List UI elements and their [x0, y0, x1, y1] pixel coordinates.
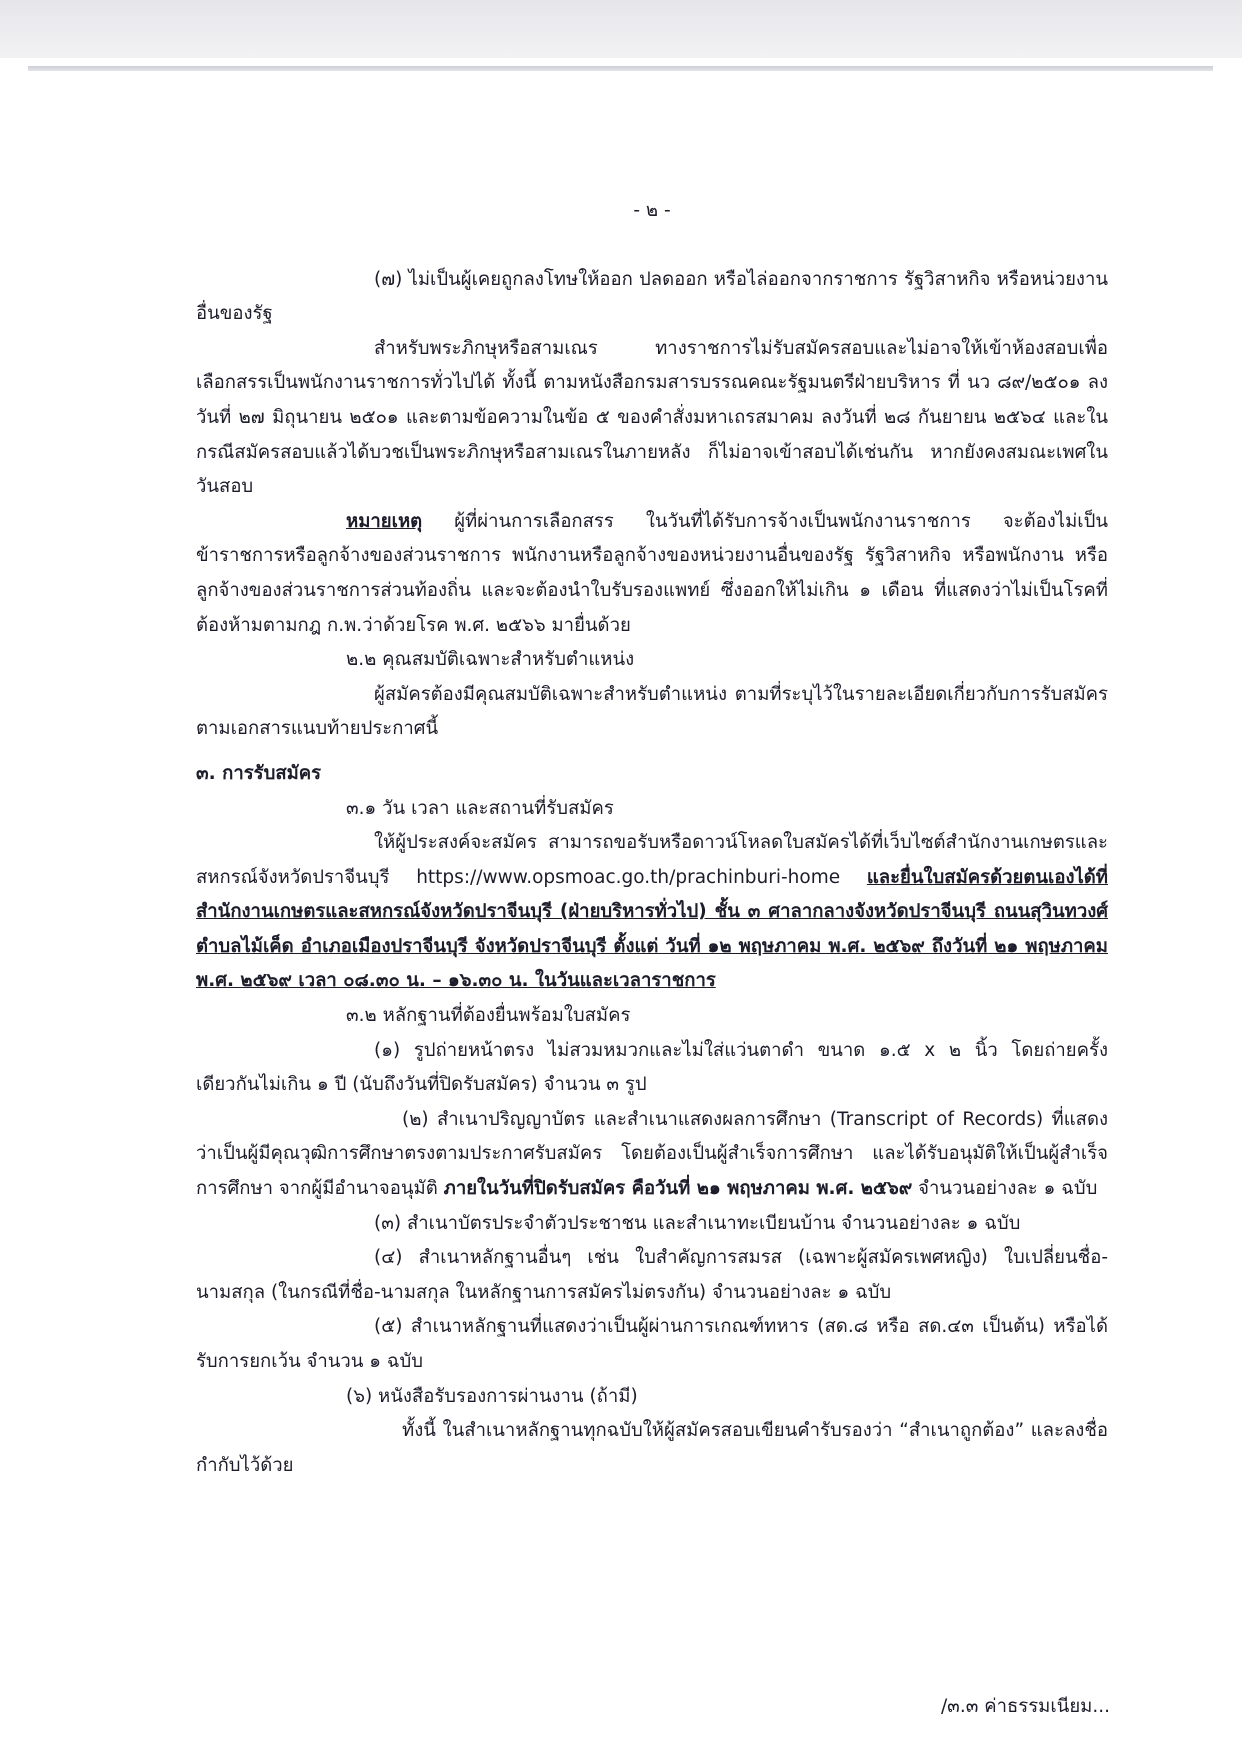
document-item-2-text: (๒) สำเนาปริญญาบัตร และสำเนาแสดงผลการศึกษา (Transcript of Records) ที่แสดงว่าเป็นผู้มีคุณวุฒิการศึกษาตรงตามประกาศรับสมัคร โดยต้องเป็นผู้สำเร็จการศึกษา และได้รับอนุมัติให้เป็นผู้สำเร็จการศึกษา จากผู้มีอำนาจอนุมัติ	[196, 1108, 1108, 1200]
note-label: หมายเหตุ	[346, 510, 423, 532]
document-item-4: (๔) สำเนาหลักฐานอื่นๆ เช่น ใบสำคัญการสมรส (เฉพาะผู้สมัครเพศหญิง) ใบเปลี่ยนชื่อ-นามสกุล (ในกรณีที่ชื่อ-นามสกุล ในหลักฐานการสมัครไม่ตรงกัน) จำนวนอย่างละ ๑ ฉบับ	[196, 1247, 1108, 1303]
section-3-1-emphasis: และยื่นใบสมัครด้วยตนเองได้ที่ สำนักงานเกษตรและสหกรณ์จังหวัดปราจีนบุรี (ฝ่ายบริหารทั่วไป) ชั้น ๓ ศาลากลางจังหวัดปราจีนบุรี ถนนสุวินทวงศ์ ตำบลไม้เค็ด อำเภอเมืองปราจีนบุรี จังหวัดปราจีนบุรี ตั้งแต่ วันที่ ๑๒ พฤษภาคม พ.ศ. ๒๕๖๙ ถึงวันที่ ๒๑ พฤษภาคม พ.ศ. ๒๕๖๙ เวลา ๐๘.๓๐ น. – ๑๖.๓๐ น. ในวันและเวลาราชการ	[196, 866, 1108, 992]
note-text: ผู้ที่ผ่านการเลือกสรร ในวันที่ได้รับการจ้างเป็นพนักงานราชการ จะต้องไม่เป็นข้าราชการหรือลูกจ้างของส่วนราชการ พนักงานหรือลูกจ้างของหน่วยงานอื่นของรัฐ รัฐวิสาหกิจ หรือพนักงาน หรือลูกจ้างของส่วนราชการส่วนท้องถิ่น และจะต้องนำใบรับรองแพทย์ ซึ่งออกให้ไม่เกิน ๑ เดือน ที่แสดงว่าไม่เป็นโรคที่ต้องห้ามตามกฎ ก.พ.ว่าด้วยโรค พ.ศ. ๒๕๖๖ มายื่นด้วย	[196, 510, 1108, 636]
page-number: - ๒ -	[633, 200, 671, 221]
note-paragraph	[196, 505, 1108, 643]
document-item-6: (๖) หนังสือรับรองการผ่านงาน (ถ้ามี)	[346, 1385, 638, 1407]
document-item-2-tail: จำนวนอย่างละ ๑ ฉบับ	[912, 1178, 1098, 1200]
scan-top-band	[0, 0, 1242, 58]
document-page	[196, 194, 1108, 1483]
section-3-1-text	[196, 826, 1108, 999]
section-3-1-heading: ๓.๑ วัน เวลา และสถานที่รับสมัคร	[346, 797, 614, 819]
certification-note: ทั้งนี้ ในสำเนาหลักฐานทุกฉบับให้ผู้สมัครสอบเขียนคำรับรองว่า “สำเนาถูกต้อง” และลงชื่อกำกับไว้ด้วย	[196, 1420, 1108, 1476]
document-item-1: (๑) รูปถ่ายหน้าตรง ไม่สวมหมวกและไม่ใส่แว่นตาดำ ขนาด ๑.๕ x ๒ นิ้ว โดยถ่ายครั้งเดียวกันไม่เกิน ๑ ปี (นับถึงวันที่ปิดรับสมัคร) จำนวน ๓ รูป	[196, 1039, 1108, 1096]
section-3-2-heading: ๓.๒ หลักฐานที่ต้องยื่นพร้อมใบสมัคร	[346, 1005, 631, 1027]
section-3-heading: ๓. การรับสมัคร	[196, 762, 322, 784]
section-2-2-heading: ๒.๒ คุณสมบัติเฉพาะสำหรับตำแหน่ง	[346, 649, 635, 671]
document-item-5: (๕) สำเนาหลักฐานที่แสดงว่าเป็นผู้ผ่านการเกณฑ์ทหาร (สด.๘ หรือ สด.๔๓ เป็นต้น) หรือได้รับการยกเว้น จำนวน ๑ ฉบับ	[196, 1316, 1108, 1372]
section-2-2-text: ผู้สมัครต้องมีคุณสมบัติเฉพาะสำหรับตำแหน่ง ตามที่ระบุไว้ในรายละเอียดเกี่ยวกับการรับสมัครตามเอกสารแนบท้ายประกาศนี้	[196, 683, 1108, 740]
qualification-7: (๗) ไม่เป็นผู้เคยถูกลงโทษให้ออก ปลดออก หรือไล่ออกจากราชการ รัฐวิสาหกิจ หรือหน่วยงานอื่นของรัฐ	[196, 268, 1108, 325]
continued-marker: /๓.๓ ค่าธรรมเนียม...	[940, 1696, 1110, 1717]
monks-paragraph: สำหรับพระภิกษุหรือสามเณร ทางราชการไม่รับสมัครสอบและไม่อาจให้เข้าห้องสอบเพื่อเลือกสรรเป็นพนักงานราชการทั่วไปได้ ทั้งนี้ ตามหนังสือกรมสารบรรณคณะรัฐมนตรีฝ่ายบริหาร ที่ นว ๘๙/๒๕๐๑ ลงวันที่ ๒๗ มิถุนายน ๒๕๐๑ และตามข้อความในข้อ ๕ ของคำสั่งมหาเถรสมาคม ลงวันที่ ๒๘ กันยายน ๒๕๖๔ และในกรณีสมัครสอบแล้วได้บวชเป็นพระภิกษุหรือสามเณรในภายหลัง ก็ไม่อาจเข้าสอบได้เช่นกัน หากยังคงสมณะเพศในวันสอบ	[196, 337, 1108, 498]
scan-edge-line	[28, 66, 1213, 71]
document-item-2-deadline: ภายในวันที่ปิดรับสมัคร คือวันที่ ๒๑ พฤษภาคม พ.ศ. ๒๕๖๙	[443, 1178, 913, 1200]
document-item-3: (๓) สำเนาบัตรประจำตัวประชาชน และสำเนาทะเบียนบ้าน จำนวนอย่างละ ๑ ฉบับ	[374, 1212, 1021, 1234]
section-3-1-plain: ให้ผู้ประสงค์จะสมัคร สามารถขอรับหรือดาวน์โหลดใบสมัครได้ที่เว็บไซต์สำนักงานเกษตรและสหกรณ์จังหวัดปราจีนบุรี https://www.opsmoac.go.th/prachinburi-home	[196, 832, 1108, 888]
document-item-2	[196, 1103, 1108, 1207]
